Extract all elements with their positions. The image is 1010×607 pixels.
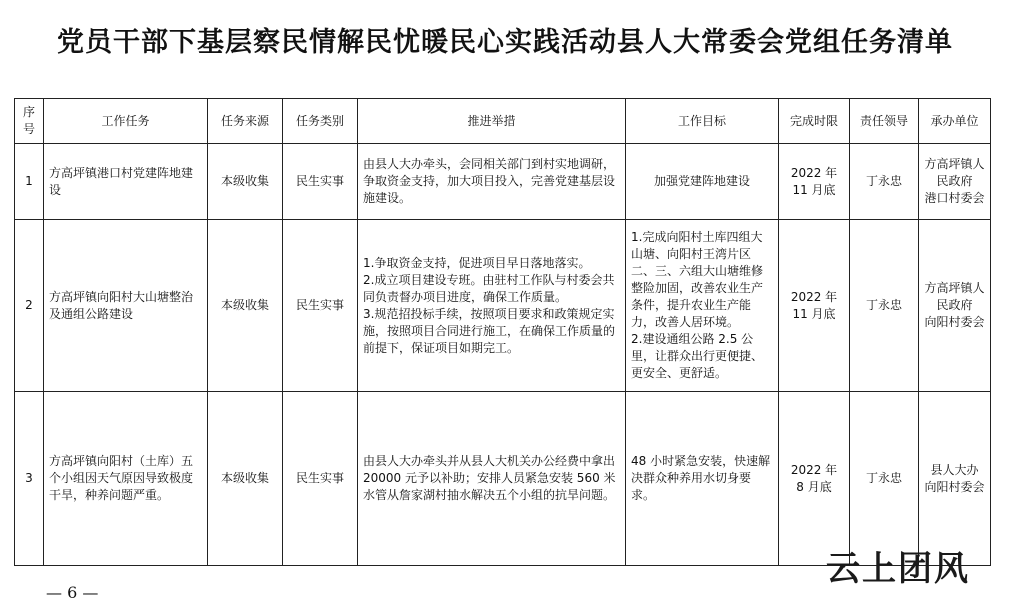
task-cell: 方高坪镇向阳村大山塘整治及通组公路建设 [44, 220, 208, 392]
row-number: 1 [15, 144, 44, 220]
deadline-cell: 2022 年 8 月底 [779, 392, 850, 566]
goal-cell: 加强党建阵地建设 [626, 144, 779, 220]
measures-cell: 由县人大办牵头并从县人大机关办公经费中拿出 20000 元予以补助；安排人员紧急安装 560 米水管从詹家湖村抽水解决五个小组的抗旱问题。 [358, 392, 626, 566]
col-header-unit: 承办单位 [919, 99, 991, 144]
leader-cell: 丁永忠 [850, 144, 919, 220]
table-row [15, 220, 991, 392]
page-title: 党员干部下基层察民情解民忧暖民心实践活动县人大常委会党组任务清单 [57, 27, 953, 58]
table-row [15, 392, 991, 566]
unit-cell: 县人大办 向阳村委会 [919, 392, 991, 566]
measures-cell: 由县人大办牵头，会同相关部门到村实地调研，争取资金支持，加大项目投入，完善党建基层设施建设。 [358, 144, 626, 220]
col-header-category: 任务类别 [283, 99, 358, 144]
table-row [15, 144, 991, 220]
row-number: 3 [15, 392, 44, 566]
leader-cell: 丁永忠 [850, 220, 919, 392]
row-number: 2 [15, 220, 44, 392]
col-header-no: 序 号 [15, 99, 44, 144]
source-cell: 本级收集 [208, 144, 283, 220]
col-header-goal: 工作目标 [626, 99, 779, 144]
table-header-row [15, 99, 991, 144]
watermark-logo: 云上团风 [826, 549, 970, 589]
page-number: — 6 — [46, 583, 99, 602]
measures-cell: 1.争取资金支持，促进项目早日落地落实。 2.成立项目建设专班。由驻村工作队与村委会共同负责督办项目进度，确保工作质量。 3.规范招投标手续，按照项目要求和政策规定实施，按照项目合同进行施工，在确保工作质量的前提下，保证项目如期完工。 [358, 220, 626, 392]
source-cell: 本级收集 [208, 392, 283, 566]
goal-cell: 48 小时紧急安装，快速解决群众种养用水切身要求。 [626, 392, 779, 566]
col-header-task: 工作任务 [44, 99, 208, 144]
deadline-cell: 2022 年 11 月底 [779, 144, 850, 220]
source-cell: 本级收集 [208, 220, 283, 392]
col-header-deadline: 完成时限 [779, 99, 850, 144]
col-header-leader: 责任领导 [850, 99, 919, 144]
col-header-measures: 推进举措 [358, 99, 626, 144]
task-table [14, 98, 991, 566]
category-cell: 民生实事 [283, 144, 358, 220]
goal-cell: 1.完成向阳村土库四组大山塘、向阳村王湾片区二、三、六组大山塘维修整险加固，改善农业生产条件，提升农业生产能力，改善人居环境。 2.建设通组公路 2.5 公里，让群众出行更便捷、更安全、更舒适。 [626, 220, 779, 392]
task-cell: 方高坪镇向阳村（土库）五个小组因天气原因导致极度干旱，种养问题严重。 [44, 392, 208, 566]
unit-cell: 方高坪镇人 民政府 港口村委会 [919, 144, 991, 220]
leader-cell: 丁永忠 [850, 392, 919, 566]
col-header-source: 任务来源 [208, 99, 283, 144]
task-cell: 方高坪镇港口村党建阵地建设 [44, 144, 208, 220]
unit-cell: 方高坪镇人 民政府 向阳村委会 [919, 220, 991, 392]
category-cell: 民生实事 [283, 392, 358, 566]
category-cell: 民生实事 [283, 220, 358, 392]
deadline-cell: 2022 年 11 月底 [779, 220, 850, 392]
